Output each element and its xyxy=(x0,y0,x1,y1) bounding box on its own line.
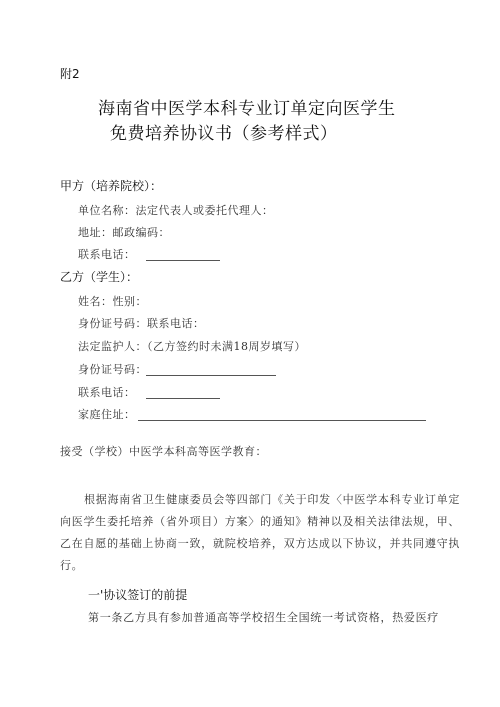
intro-paragraph: 根据海南省卫生健康委员会等四部门《关于印发〈中医学本科专业订单定向医学生委托培养（省外项目）方案〉的通知》精神以及相关法律法规，甲、乙在自愿的基础上协商一致，就院校培养，双方达成以下协议，并共同遵守执行。 xyxy=(60,493,460,572)
accept-education-line: 接受（学校）中医学本科高等医学教育： xyxy=(60,445,267,458)
party-b-id-phone-line: 身份证号码：联系电话： xyxy=(78,317,205,330)
home-address-label: 家庭住址： xyxy=(78,408,136,421)
document-title-line-2: 免费培养协议书（参考样式） xyxy=(110,124,338,144)
guardian-phone-label: 联系电话： xyxy=(78,386,136,399)
document-title-line-1: 海南省中医学本科专业订单定向医学生 xyxy=(98,99,396,119)
section-one-first-line: 第一条乙方具有参加普通高等学校招生全国统一考试资格，热爱医疗 xyxy=(88,611,439,624)
party-a-heading: 甲方（培养院校）： xyxy=(60,179,163,193)
guardian-phone-blank xyxy=(146,398,220,399)
party-a-address-line: 地址：邮政编码： xyxy=(78,226,170,239)
home-address-blank xyxy=(138,420,426,421)
section-one-heading: 一'协议签订的前提 xyxy=(88,588,188,602)
attachment-label: 附2 xyxy=(60,67,80,81)
party-b-name-line: 姓名：性别： xyxy=(78,295,147,308)
party-b-guardian-line: 法定监护人：（乙方签约时未满18周岁填写） xyxy=(78,340,306,353)
guardian-id-blank xyxy=(146,375,276,376)
party-a-unit-line: 单位名称：法定代表人或委托代理人： xyxy=(78,204,274,217)
party-a-phone-label: 联系电话： xyxy=(78,248,136,261)
party-b-heading: 乙方（学生）： xyxy=(60,270,139,284)
guardian-id-label: 身份证号码： xyxy=(78,363,147,376)
party-a-phone-blank xyxy=(146,260,220,261)
